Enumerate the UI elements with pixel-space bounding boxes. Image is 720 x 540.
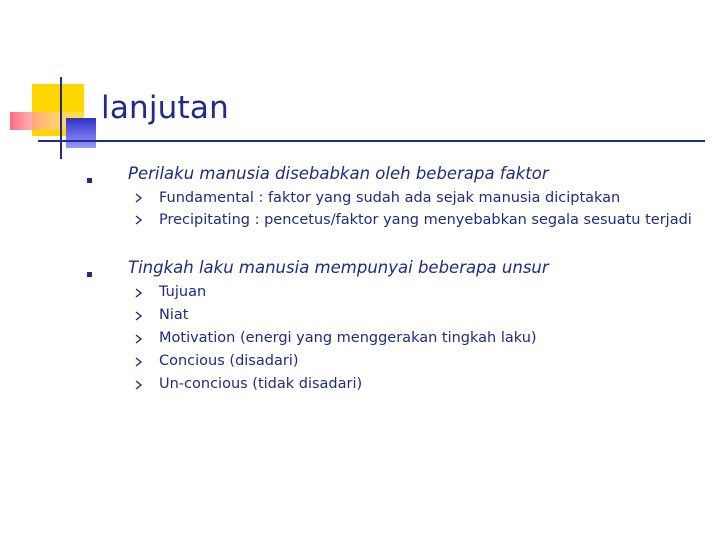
arrowhead-bullet-icon <box>135 380 149 394</box>
square-bullet-icon <box>87 178 92 183</box>
arrowhead-bullet-icon <box>135 193 149 207</box>
logo-vertical-line <box>60 77 62 159</box>
section-heading: Perilaku manusia disebabkan oleh beberapa faktor <box>128 164 549 183</box>
logo-blue-square <box>66 118 96 148</box>
list-item: Tujuan <box>159 284 207 300</box>
list-item: Motivation (energi yang menggerakan tingkah laku) <box>159 330 537 346</box>
arrowhead-bullet-icon <box>135 288 149 302</box>
list-item: Niat <box>159 307 189 323</box>
slide-title: lanjutan <box>101 90 229 126</box>
list-item: Precipitating : pencetus/faktor yang menyebabkan segala sesuatu terjadi <box>159 212 692 228</box>
section-heading: Tingkah laku manusia mempunyai beberapa unsur <box>128 258 549 277</box>
list-item: Un-concious (tidak disadari) <box>159 376 363 392</box>
square-bullet-icon <box>87 272 92 277</box>
list-item: Fundamental : faktor yang sudah ada sejak manusia diciptakan <box>159 190 621 206</box>
title-underline <box>38 140 705 142</box>
arrowhead-bullet-icon <box>135 215 149 229</box>
arrowhead-bullet-icon <box>135 334 149 348</box>
arrowhead-bullet-icon <box>135 311 149 325</box>
list-item: Concious (disadari) <box>159 353 299 369</box>
arrowhead-bullet-icon <box>135 357 149 371</box>
